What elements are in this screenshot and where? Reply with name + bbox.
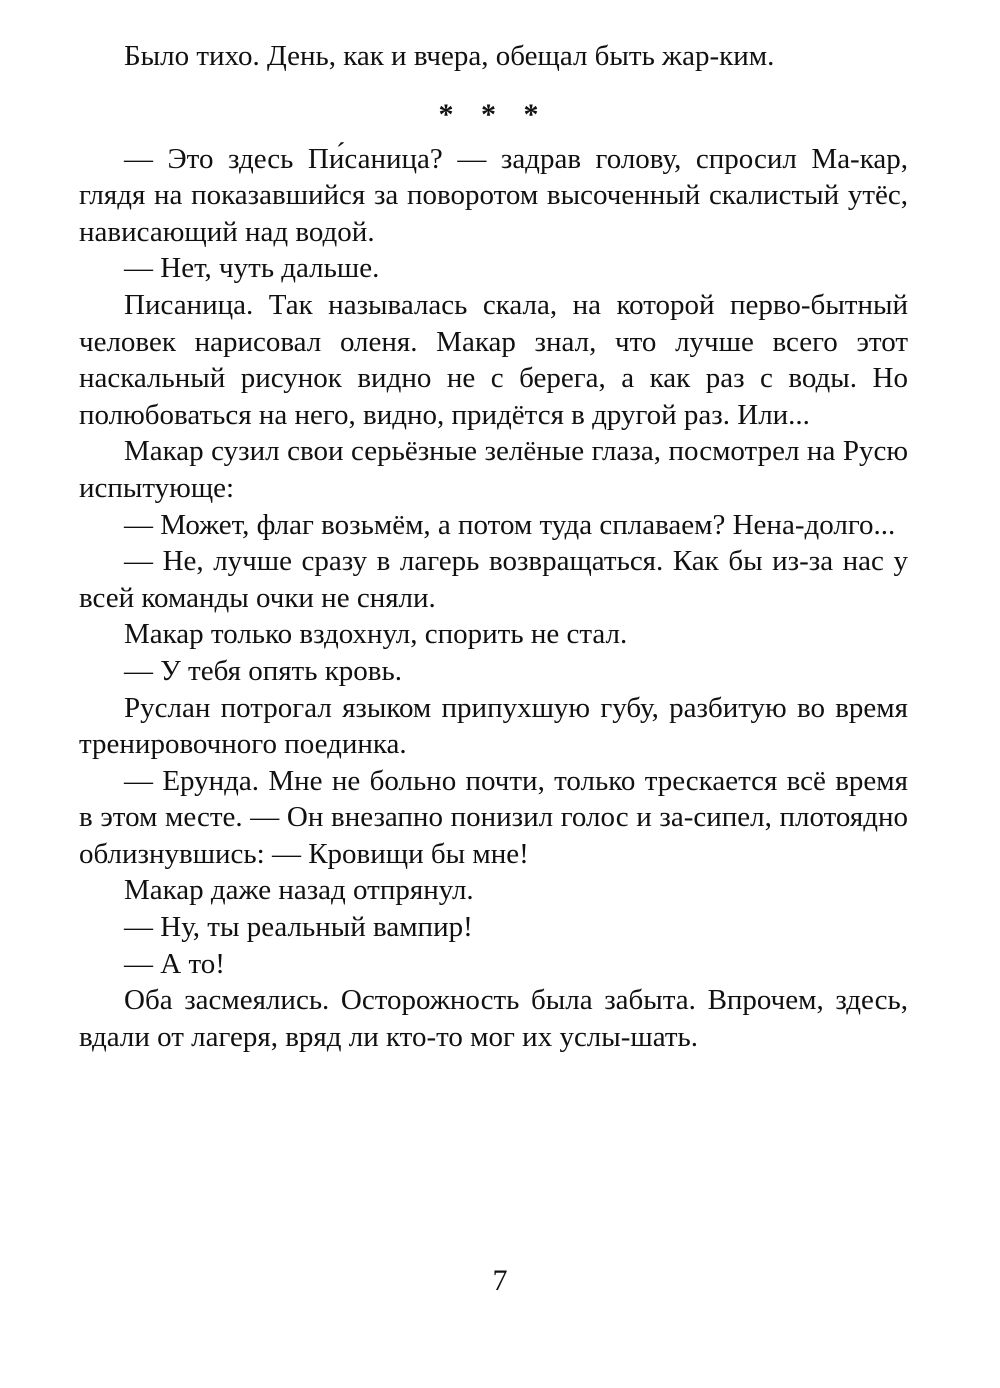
text-column	[79, 38, 908, 1055]
paragraph: Писаница. Так называлась скала, на которой перво-бытный человек нарисовал оленя. Макар знал, что лучше всего этот наскальный рисунок видно не с берега, а как раз с воды. Но полюбоваться на него, видно, придётся в другой раз. Или...	[79, 288, 908, 431]
paragraph: — Нет, чуть дальше.	[124, 252, 380, 285]
paragraph: — Это здесь Пи́саница? — задрав голову, спросил Ма-кар, глядя на показавшийся за поворотом высоченный скалистый утёс, нависающий над водой.	[79, 142, 908, 248]
paragraph-opening: Было тихо. День, как и вчера, обещал быть жар-ким.	[124, 40, 775, 72]
paragraph: Руслан потрогал языком припухшую губу, разбитую во время тренировочного поединка.	[79, 691, 908, 761]
paragraph: Макар сузил свои серьёзные зелёные глаза, посмотрел на Русю испытующе:	[79, 435, 908, 504]
paragraph: — Может, флаг возьмём, а потом туда сплаваем? Нена-долго...	[124, 508, 896, 541]
paragraph: Макар даже назад отпрянул.	[124, 874, 474, 907]
section-separator: * * *	[438, 97, 549, 131]
paragraph: — Не, лучше сразу в лагерь возвращаться. Как бы из-за нас у всей команды очки не сняли.	[79, 545, 908, 614]
paragraph: Макар только вздохнул, спорить не стал.	[124, 618, 628, 651]
paragraph: Оба засмеялись. Осторожность была забыта. Впрочем, здесь, вдали от лагеря, вряд ли кто-то мог их услы-шать.	[79, 984, 908, 1053]
page-number: 7	[492, 1264, 508, 1297]
paragraph: — У тебя опять кровь.	[124, 654, 402, 687]
paragraph: — А то!	[124, 947, 225, 980]
paragraph: — Ну, ты реальный вампир!	[124, 911, 473, 944]
paragraph: — Ерунда. Мне не больно почти, только трескается всё время в этом месте. — Он внезапно понизил голос и за-сипел, плотоядно облизнувшись: — Кровищи бы мне!	[79, 764, 908, 870]
